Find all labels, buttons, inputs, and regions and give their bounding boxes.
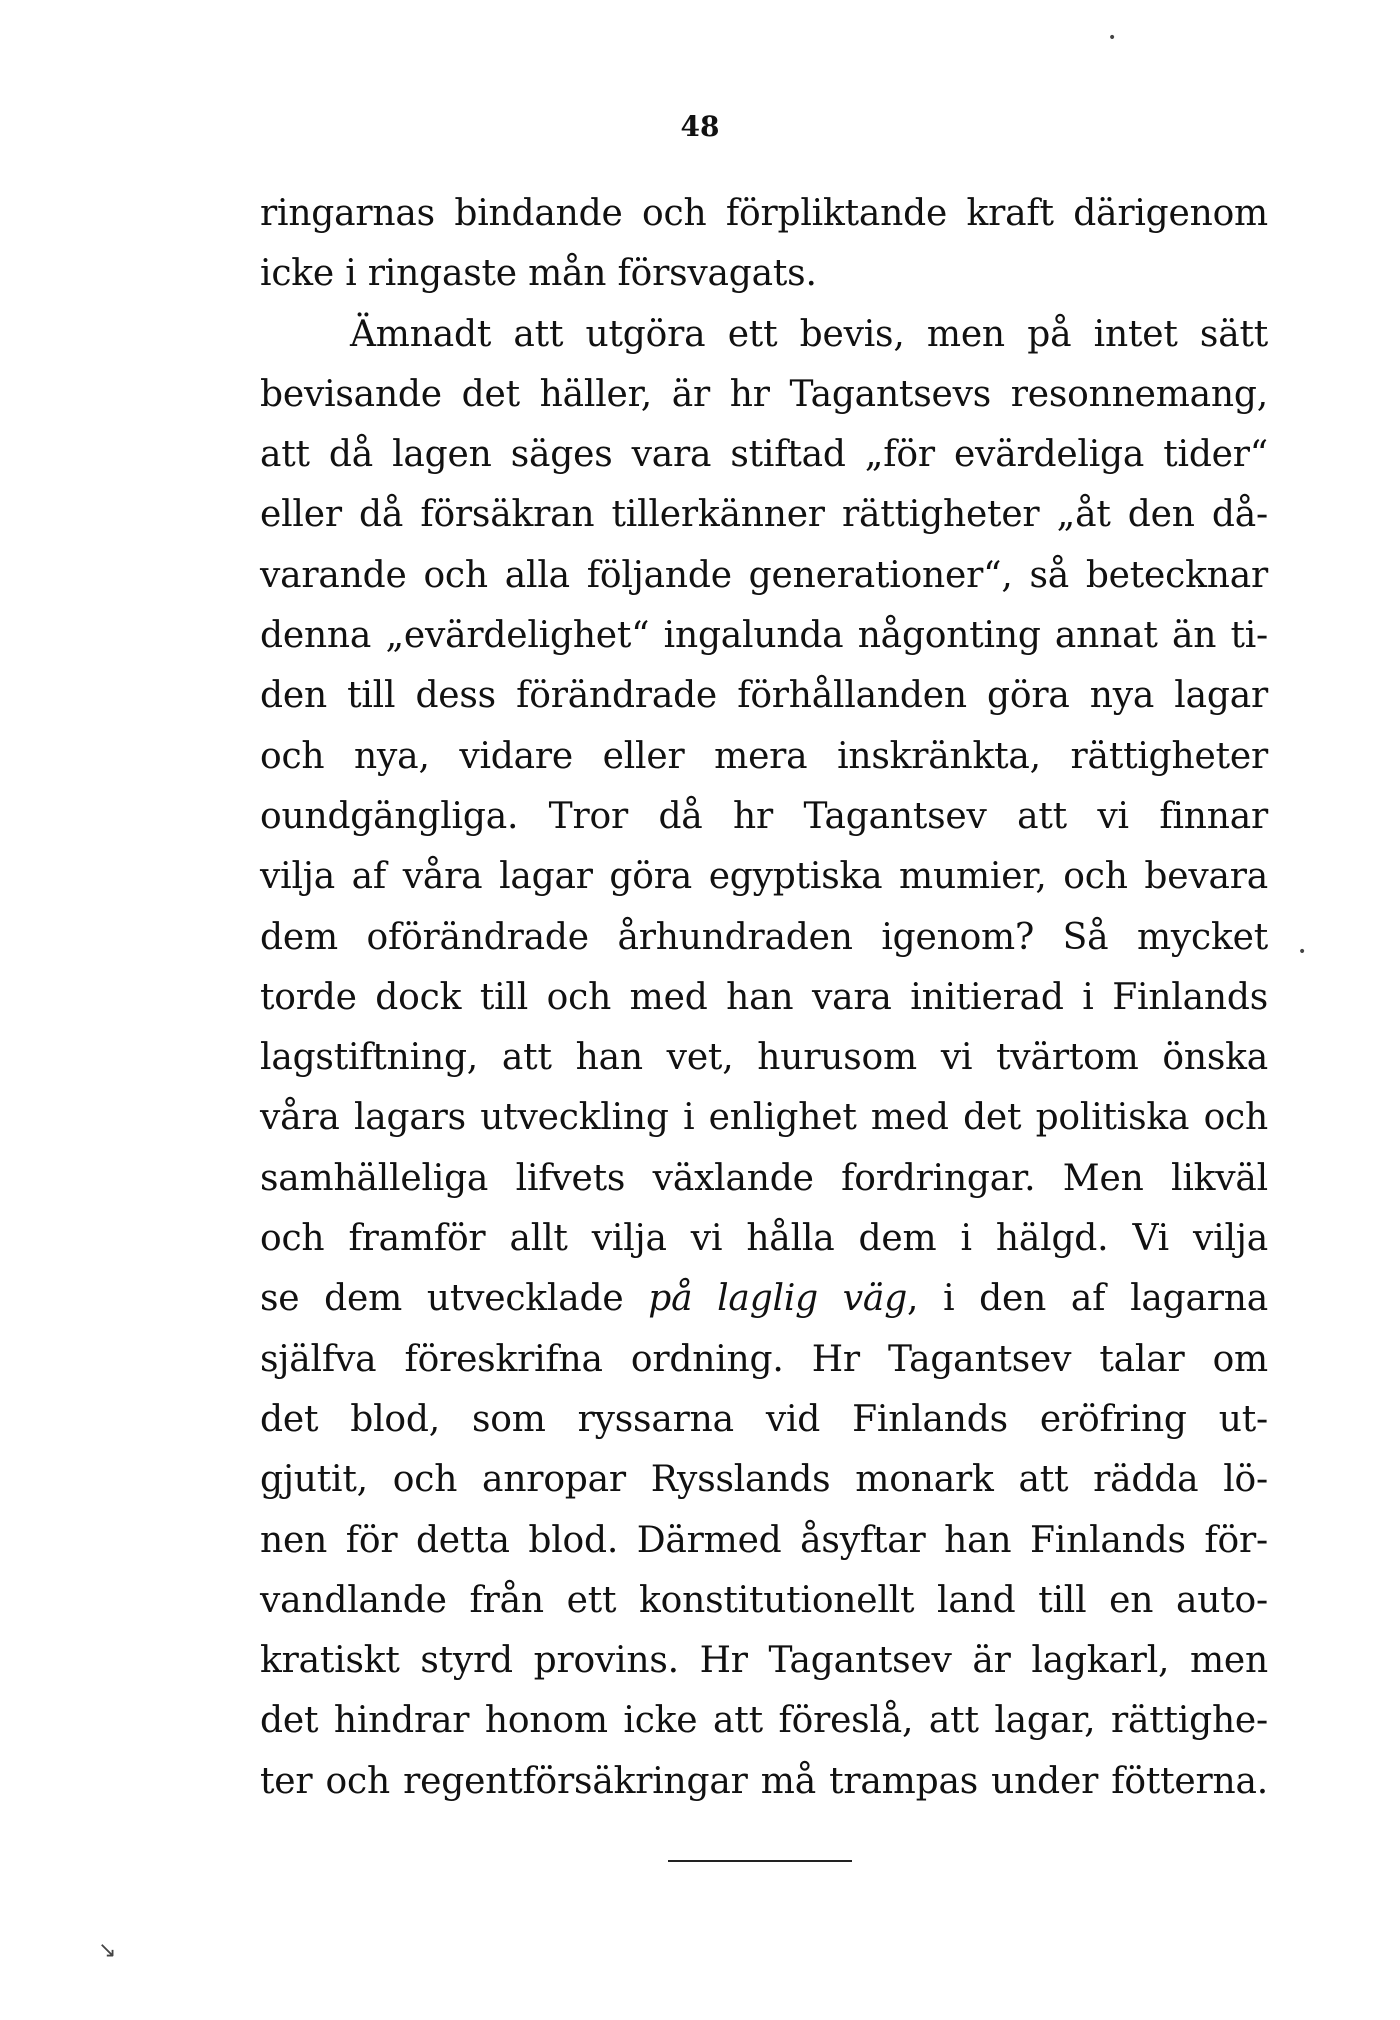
text-line: den till dess förändrade förhållanden göra nya lagar: [260, 675, 1268, 717]
text-line: vandlande från ett konstitutionellt land till en auto-: [260, 1579, 1268, 1621]
text-line: det blod, som ryssarna vid Finlands eröfring ut-: [260, 1398, 1268, 1440]
text-line: det hindrar honom icke att föreslå, att lagar, rättighe-: [260, 1700, 1268, 1742]
text-line: bevisande det häller, är hr Tagantsevs resonnemang,: [260, 373, 1268, 415]
text-line: våra lagars utveckling i enlighet med det politiska och: [260, 1097, 1268, 1139]
text-line: själfva föreskrifna ordning. Hr Tagantsev talar om: [260, 1338, 1268, 1380]
text-line: denna „evärdelighet“ ingalunda någonting annat än ti-: [260, 615, 1268, 657]
text-line: samhälleliga lifvets växlande fordringar. Men likväl: [260, 1157, 1268, 1199]
text-line: att då lagen säges vara stiftad „för evärdeliga tider“: [260, 434, 1268, 476]
text-line: eller då försäkran tillerkänner rättigheter „åt den då-: [260, 494, 1268, 536]
text-line: icke i ringaste mån försvagats.: [260, 253, 817, 295]
text-line: ter och regentförsäkringar må trampas under fötterna.: [260, 1760, 1268, 1802]
text-line: torde dock till och med han vara initierad i Finlands: [260, 976, 1268, 1018]
text-line: nen för detta blod. Därmed åsyftar han Finlands för-: [260, 1519, 1268, 1561]
text-line: ringarnas bindande och förpliktande kraft därigenom: [260, 193, 1268, 234]
text-line: Ämnadt att utgöra ett bevis, men på intet sätt: [350, 313, 1268, 355]
text-line: varande och alla följande generationer“, så betecknar: [260, 554, 1268, 596]
end-rule: [668, 1860, 852, 1862]
text-line-with-emphasis: [260, 1269, 1268, 1329]
text-segment: se dem utvecklade: [260, 1278, 649, 1320]
scan-speck-icon: •: [1108, 30, 1117, 46]
text-line: gjutit, och anropar Rysslands monark att rädda lö-: [260, 1459, 1268, 1501]
text-line: dem oförändrade århundraden igenom? Så mycket: [260, 916, 1268, 958]
text-segment: , i den af lagarna: [907, 1278, 1269, 1320]
text-line: och nya, vidare eller mera inskränkta, rättigheter: [260, 735, 1268, 777]
body-text: [260, 184, 1268, 1812]
scan-speck-icon: ↘: [98, 1938, 117, 1963]
text-line: lagstiftning, att han vet, hurusom vi tvärtom önska: [260, 1037, 1268, 1079]
text-line: oundgängliga. Tror då hr Tagantsev att vi finnar: [260, 795, 1268, 837]
text-line: vilja af våra lagar göra egyptiska mumier, och bevara: [260, 856, 1268, 898]
page-number: 48: [680, 110, 720, 143]
scan-speck-icon: •: [1298, 944, 1307, 960]
emphasis-text: på laglig väg: [648, 1278, 908, 1320]
text-line: och framför allt vilja vi hålla dem i hälgd. Vi vilja: [260, 1218, 1268, 1260]
text-line: kratiskt styrd provins. Hr Tagantsev är lagkarl, men: [260, 1640, 1268, 1682]
